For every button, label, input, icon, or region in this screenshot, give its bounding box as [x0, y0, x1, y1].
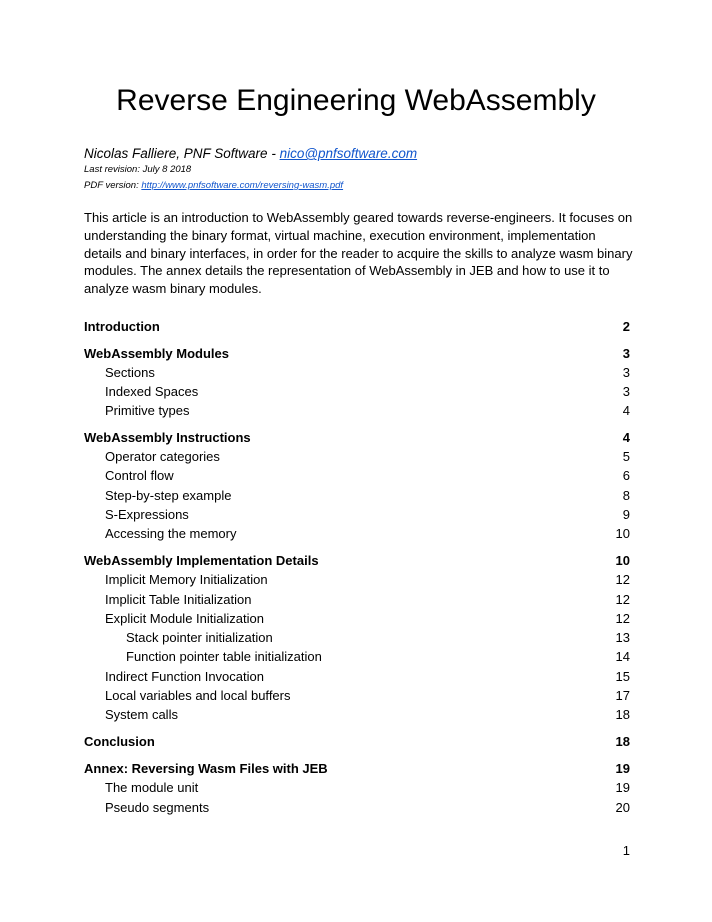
toc-entry-label: Primitive types — [105, 403, 190, 418]
toc-entry-page: 13 — [615, 630, 630, 645]
toc-entry-label: Function pointer table initialization — [126, 649, 322, 664]
toc-entry[interactable] — [84, 668, 630, 686]
toc-entry-page: 10 — [615, 526, 630, 541]
toc-entry[interactable] — [84, 706, 630, 724]
toc-entry-page: 19 — [615, 761, 630, 776]
toc-entry-page: 18 — [615, 707, 630, 722]
toc-entry-page: 3 — [622, 346, 630, 361]
toc-entry-page: 8 — [622, 488, 630, 503]
toc-entry-label: Introduction — [84, 319, 160, 334]
toc-entry-page: 2 — [622, 319, 630, 334]
toc-entry-page: 14 — [615, 649, 630, 664]
toc-entry[interactable] — [84, 733, 630, 751]
toc-entry-page: 3 — [622, 365, 630, 380]
toc-entry-label: Pseudo segments — [105, 800, 210, 815]
toc-entry[interactable] — [84, 591, 630, 609]
toc-entry-label: WebAssembly Implementation Details — [84, 553, 319, 568]
toc-entry-label: Sections — [105, 365, 155, 380]
toc-entry-page: 15 — [615, 669, 630, 684]
toc-entry[interactable] — [84, 345, 630, 363]
page-number: 1 — [622, 843, 630, 858]
toc-entry-label: WebAssembly Modules — [84, 346, 229, 361]
toc-entry-page: 20 — [615, 800, 630, 815]
toc-entry[interactable] — [84, 383, 630, 401]
toc-entry[interactable] — [84, 799, 630, 817]
toc-entry-label: Local variables and local buffers — [105, 688, 291, 703]
toc-entry-label: The module unit — [105, 780, 199, 795]
abstract-paragraph: This article is an introduction to WebAssembly geared towards reverse-engineers. It focuses on understanding the binary format, virtual machine, execution environment, implementation details and binary interfaces, in order for the reader to acquire the skills to analyze wasm binary modules. The annex details the representation of WebAssembly in JEB and how to use it to analyze wasm binary modules. — [84, 210, 633, 297]
pdf-version-line — [84, 180, 343, 192]
toc-entry-page: 4 — [622, 430, 630, 445]
toc-entry-page: 19 — [615, 780, 630, 795]
author-email-link[interactable]: nico@pnfsoftware.com — [279, 146, 418, 161]
toc-entry-label: Implicit Memory Initialization — [105, 572, 268, 587]
last-revision: Last revision: July 8 2018 — [84, 164, 192, 175]
toc-entry-page: 17 — [615, 688, 630, 703]
toc-entry-label: Conclusion — [84, 734, 155, 749]
toc-entry[interactable] — [84, 487, 630, 505]
toc-entry-page: 12 — [615, 572, 630, 587]
document-title: Reverse Engineering WebAssembly — [116, 84, 596, 117]
toc-entry-label: Implicit Table Initialization — [105, 592, 252, 607]
toc-entry[interactable] — [84, 629, 630, 647]
toc-entry[interactable] — [84, 610, 630, 628]
toc-entry-page: 10 — [615, 553, 630, 568]
toc-entry[interactable] — [84, 760, 630, 778]
toc-entry[interactable] — [84, 364, 630, 382]
toc-entry[interactable] — [84, 571, 630, 589]
toc-entry-label: WebAssembly Instructions — [84, 430, 251, 445]
toc-entry[interactable] — [84, 506, 630, 524]
toc-entry-page: 5 — [622, 449, 630, 464]
toc-entry[interactable] — [84, 525, 630, 543]
toc-entry[interactable] — [84, 318, 630, 336]
toc-entry-label: Accessing the memory — [105, 526, 237, 541]
toc-entry[interactable] — [84, 779, 630, 797]
pdf-version-label: PDF version: — [84, 180, 142, 191]
toc-entry[interactable] — [84, 467, 630, 485]
toc-entry-page: 4 — [622, 403, 630, 418]
toc-entry[interactable] — [84, 552, 630, 570]
toc-entry[interactable] — [84, 448, 630, 466]
toc-entry[interactable] — [84, 402, 630, 420]
toc-entry-page: 3 — [622, 384, 630, 399]
toc-entry-label: Control flow — [105, 468, 174, 483]
author-line — [84, 145, 417, 162]
toc-entry-page: 9 — [622, 507, 630, 522]
toc-entry-label: System calls — [105, 707, 178, 722]
toc-entry-label: Step-by-step example — [105, 488, 232, 503]
toc-entry-label: Explicit Module Initialization — [105, 611, 264, 626]
toc-entry-page: 18 — [615, 734, 630, 749]
toc-entry[interactable] — [84, 648, 630, 666]
toc-entry-label: Stack pointer initialization — [126, 630, 273, 645]
toc-entry-page: 12 — [615, 611, 630, 626]
toc-entry[interactable] — [84, 429, 630, 447]
toc-entry[interactable] — [84, 687, 630, 705]
toc-entry-label: Indexed Spaces — [105, 384, 199, 399]
toc-entry-page: 12 — [615, 592, 630, 607]
pdf-version-link[interactable]: http://www.pnfsoftware.com/reversing-wasm.pdf — [141, 180, 344, 191]
toc-entry-label: Annex: Reversing Wasm Files with JEB — [84, 761, 328, 776]
toc-entry-page: 6 — [622, 468, 630, 483]
toc-entry-label: Indirect Function Invocation — [105, 669, 264, 684]
toc-entry-label: Operator categories — [105, 449, 220, 464]
author-name: Nicolas Falliere, PNF Software - — [84, 146, 280, 161]
toc-entry-label: S-Expressions — [105, 507, 189, 522]
